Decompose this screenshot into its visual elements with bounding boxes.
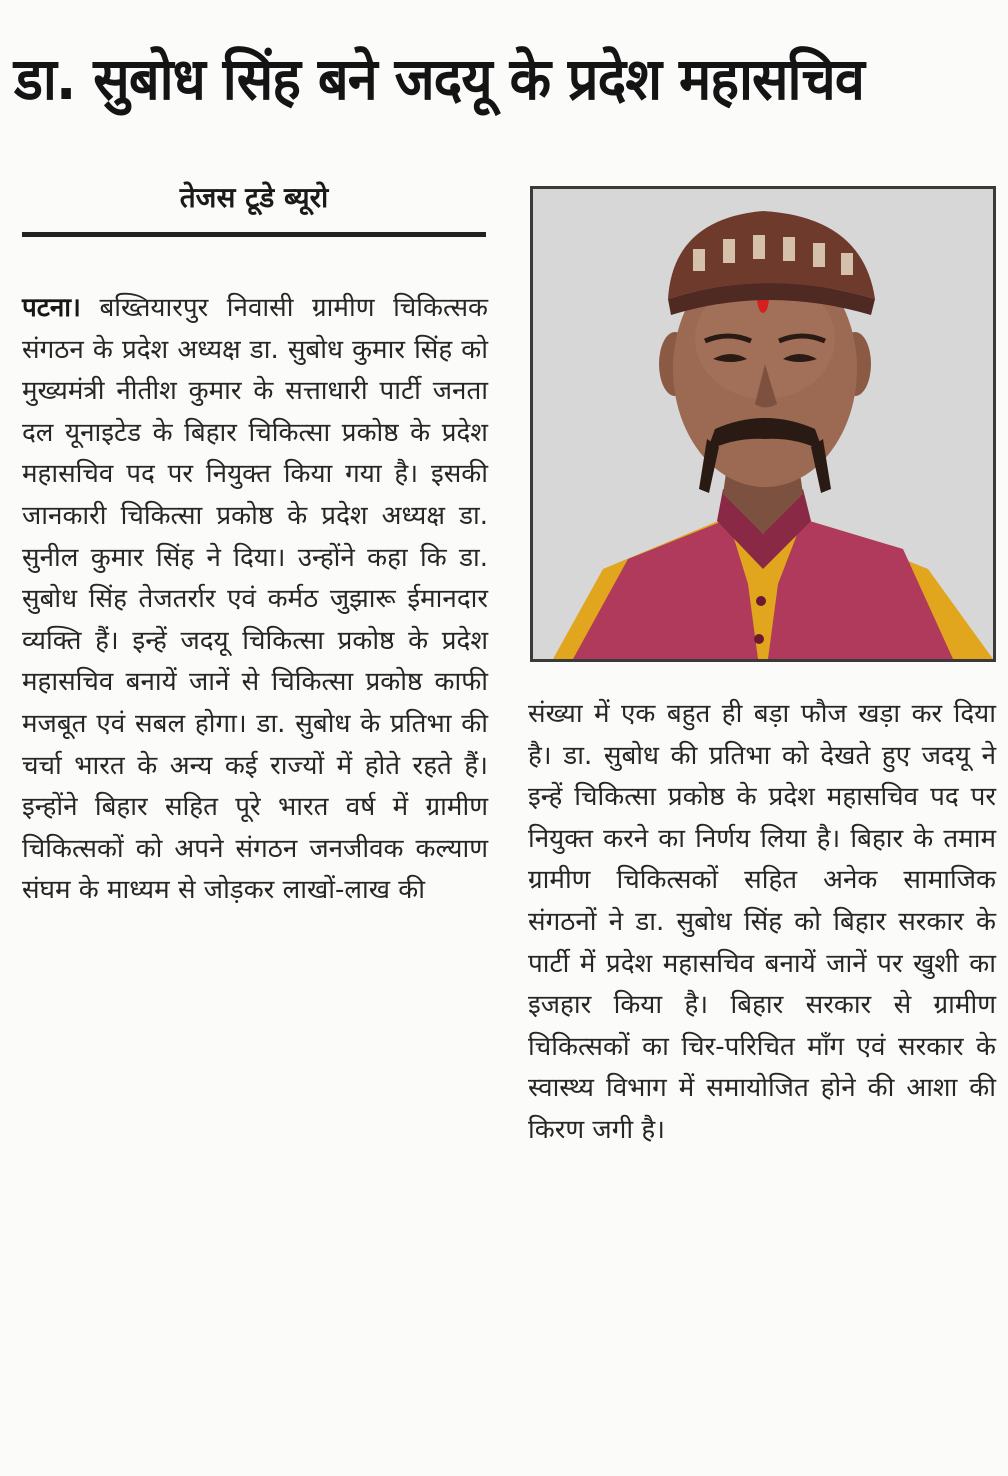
headline: डा. सुबोध सिंह बने जदयू के प्रदेश महासचिव (14, 45, 864, 113)
byline: तेजस टूडे ब्यूरो (179, 181, 329, 214)
article-column-left (22, 288, 488, 912)
dateline: पटना। (22, 293, 81, 323)
portrait-photo-icon (533, 189, 993, 659)
byline-divider (22, 232, 486, 237)
portrait-photo (530, 186, 996, 662)
article-text-left: बख्तियारपुर निवासी ग्रामीण चिकित्सक संगठन के प्रदेश अध्यक्ष डा. सुबोध कुमार सिंह को मुख्यमंत्री नीतीश कुमार के सत्ताधारी पार्टी जनता दल यूनाइटेड के बिहार चिकित्सा प्रकोष्ठ के प्रदेश महासचिव पद पर नियुक्त किया गया है। इसकी जानकारी चिकित्सा प्रकोष्ठ के प्रदेश अध्यक्ष डा. सुनील कुमार सिंह ने दिया। उन्होंने कहा कि डा. सुबोध सिंह तेजतर्रार एवं कर्मठ जुझारू ईमानदार व्यक्ति हैं। इन्हें जदयू चिकित्सा प्रकोष्ठ के प्रदेश महासचिव बनायें जानें से चिकित्सा प्रकोष्ठ काफी मजबूत एवं सबल होगा। डा. सुबोध के प्रतिभा की चर्चा भारत के अन्य कई राज्यों में होते रहते हैं।इन्होंने बिहार सहित पूरे भारत वर्ष में ग्रामीण चिकित्सकों को अपने संगठन जनजीवक कल्याण संघम के माध्यम से जोड़कर लाखों-लाख की (22, 293, 488, 906)
article-column-right: संख्या में एक बहुत ही बड़ा फौज खड़ा कर दिया है। डा. सुबोध की प्रतिभा को देखते हुए जदयू ने इन्हें चिकित्सा प्रकोष्ठ के प्रदेश महासचिव पद पर नियुक्त करने का निर्णय लिया है। बिहार के तमाम ग्रामीण चिकित्सकों सहित अनेक सामाजिक संगठनों ने डा. सुबोध सिंह को बिहार सरकार के पार्टी में प्रदेश महासचिव बनायें जानें पर खुशी का इजहार किया है। बिहार सरकार से ग्रामीण चिकित्सकों का चिर-परिचित माँग एवं सरकार के स्वास्थ्य विभाग में समायोजित होने की आशा की किरण जगी है। (528, 699, 996, 1145)
vest-button-1 (756, 596, 766, 606)
vest-button-2 (754, 634, 764, 644)
